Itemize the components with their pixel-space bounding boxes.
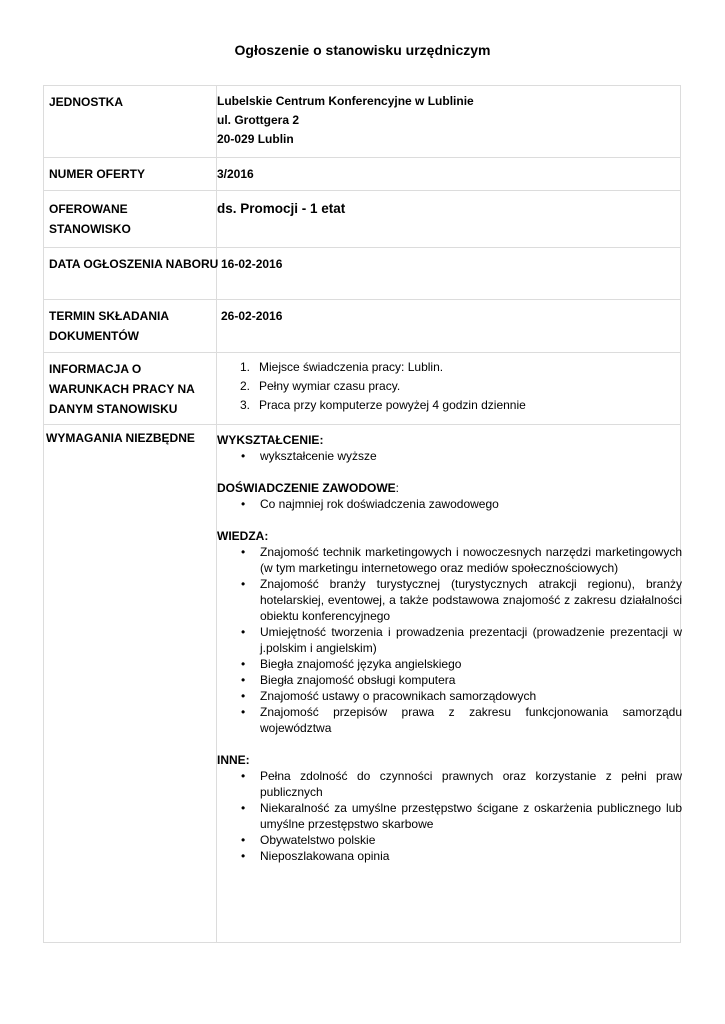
row-termin [44,300,680,353]
row-value: 26-02-2016 [221,309,283,323]
unit-name: Lubelskie Centrum Konferencyjne w Lublinie [217,94,474,108]
section-other-title: INNE: [217,753,250,767]
list-item: • Co najmniej rok doświadczenia zawodowego [217,496,682,512]
row-label [49,306,211,346]
list-item: • wykształcenie wyższe [217,448,682,464]
row-label [49,359,211,419]
item-text: Miejsce świadczenia pracy: Lublin. [259,360,444,374]
section-education-title: WYKSZTAŁCENIE: [217,433,324,447]
experience-title-text: DOŚWIADCZENIE ZAWODOWE [217,481,396,495]
row-label: OFEROWANE STANOWISKO [49,202,131,236]
row-label: WYMAGANIA NIEZBĘDNE [46,431,195,445]
section-knowledge-title: WIEDZA: [217,529,269,543]
row-value: 16-02-2016 [221,257,283,271]
row-label: JEDNOSTKA [49,95,124,109]
list-item: • Znajomość przepisów prawa z zakresu funkcjonowania samorządu województwa [217,704,682,736]
list-item: • Biegła znajomość obsługi komputera [217,672,682,688]
list-item: • Nieposzlakowana opinia [217,848,682,864]
row-numer-oferty [44,158,680,191]
row-value [217,358,672,415]
list-item [217,358,672,377]
label-line: WARUNKACH PRACY NA [49,382,195,396]
list-item: • Biegła znajomość języka angielskiego [217,656,682,672]
item-number: 1. [240,360,251,374]
page-title: Ogłoszenie o stanowisku urzędniczym [234,42,491,58]
row-data-ogloszenia [44,248,680,300]
item-text: Pełny wymiar czasu pracy. [259,379,401,393]
list-item [217,396,672,415]
row-warunki [44,353,680,425]
row-value: 3/2016 [217,167,254,181]
label-line: DANYM STANOWISKU [49,402,178,416]
row-wymagania [44,425,680,942]
row-stanowisko [44,191,680,248]
list-item: • Pełna zdolność do czynności prawnych oraz korzystanie z pełni praw publicznych [217,768,682,800]
row-value [217,432,682,864]
knowledge-list [217,544,682,736]
list-item: • Niekaralność za umyślne przestępstwo ścigane z oskarżenia publicznego lub umyślne przestępstwo skarbowe [217,800,682,832]
list-item: • Znajomość branży turystycznej (turystycznych atrakcji regionu), branży hotelarskiej, eventowej, a także podstawowa znajomość z zakresu działalności obiektu konferencyjnego [217,576,682,624]
row-label: NUMER OFERTY [49,167,145,181]
education-list [217,448,682,464]
item-text: Praca przy komputerze powyżej 4 godzin dziennie [259,398,526,412]
item-number: 2. [240,379,251,393]
row-value: ds. Promocji - 1 etat [217,201,346,216]
list-item [217,377,672,396]
row-label: DATA OGŁOSZENIA NABORU [49,257,219,271]
conditions-list [217,358,672,415]
job-offer-table [43,85,681,943]
unit-city: 20-029 Lublin [217,132,294,146]
label-line: TERMIN SKŁADANIA [49,309,169,323]
label-line: INFORMACJA O [49,362,142,376]
list-item: • Obywatelstwo polskie [217,832,682,848]
section-experience-title [217,480,682,496]
row-jednostka [44,86,680,158]
experience-title-colon: : [395,481,400,495]
experience-list [217,496,682,512]
unit-street: ul. Grottgera 2 [217,113,300,127]
list-item: • Znajomość technik marketingowych i nowoczesnych narzędzi marketingowych (w tym marketingu internetowego oraz mediów społecznościowych) [217,544,682,576]
item-number: 3. [240,398,251,412]
row-value [217,92,672,149]
list-item: • Znajomość ustawy o pracownikach samorządowych [217,688,682,704]
list-item: • Umiejętność tworzenia i prowadzenia prezentacji (prowadzenie prezentacji w j.polskim i angielskim) [217,624,682,656]
label-line: DOKUMENTÓW [49,329,139,343]
other-list [217,768,682,864]
